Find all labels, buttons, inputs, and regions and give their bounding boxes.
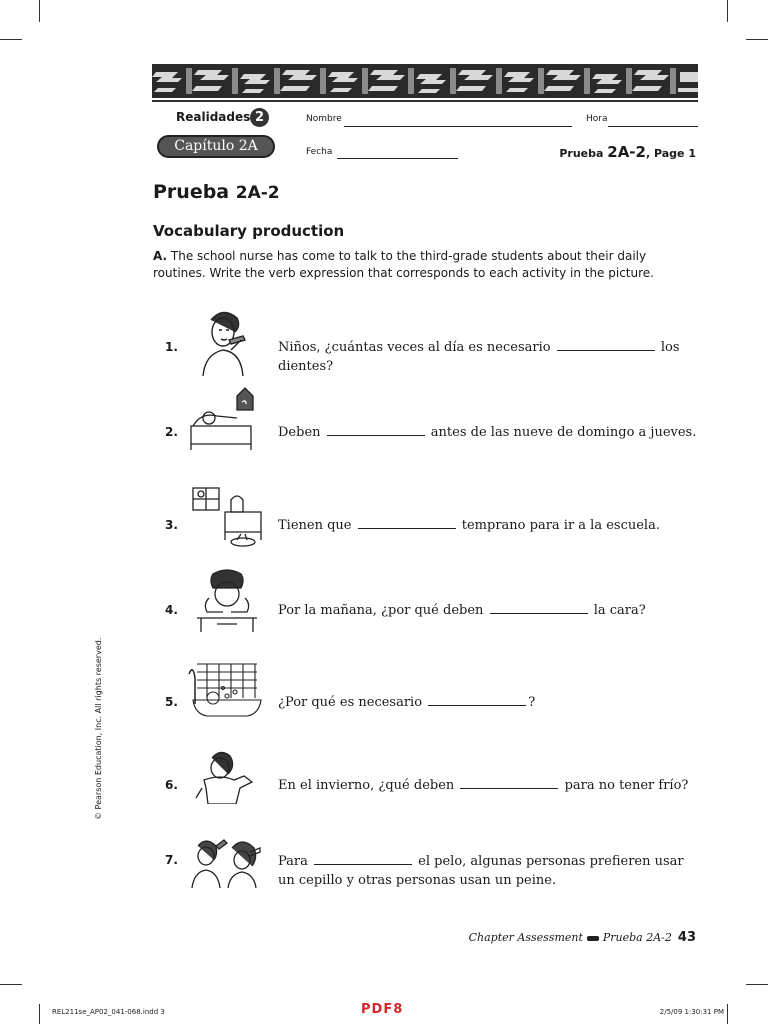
name-field[interactable] [344, 126, 572, 127]
question-before: Por la mañana, ¿por qué deben [278, 603, 484, 618]
chapter-label: Capítulo 2A [157, 135, 275, 158]
question-before: ¿Por qué es necesario [278, 695, 423, 710]
prueba-code: 2A-2 [607, 143, 646, 161]
answer-blank[interactable] [314, 852, 412, 865]
crop-mark [727, 1004, 728, 1024]
answer-blank[interactable] [428, 693, 526, 706]
prueba-page: , Page 1 [645, 147, 696, 160]
question-before: Tienen que [278, 518, 352, 533]
question-after: temprano para ir a la escuela. [461, 518, 660, 533]
crop-mark [0, 39, 22, 40]
footer-left: Chapter Assessment [468, 931, 583, 944]
question-before: Para [278, 854, 308, 869]
crop-mark [0, 984, 22, 985]
crop-mark [39, 1004, 40, 1024]
answer-blank[interactable] [460, 776, 558, 789]
answer-blank[interactable] [358, 516, 456, 529]
washing-face-picture [187, 568, 267, 638]
page-number: 43 [677, 930, 696, 945]
page-footer [469, 930, 696, 945]
crop-mark [746, 39, 768, 40]
question-number: 1. [165, 340, 178, 354]
book-level-badge: 2 [250, 108, 269, 127]
question-text [278, 852, 698, 890]
section-heading: Vocabulary production [153, 222, 345, 240]
question-after: los dientes? [278, 340, 680, 374]
slug-filename: REL211se_AP02_041-068.indd 3 [52, 1008, 165, 1016]
hour-label: Hora [586, 114, 608, 124]
bathing-picture [187, 660, 267, 728]
brushing-hair-picture [188, 836, 264, 892]
question-text [278, 601, 698, 620]
getting-dressed-picture [192, 748, 262, 808]
slug-date: 2/5/09 1:30:31 PM [659, 1008, 724, 1016]
question-after: para no tener frío? [564, 778, 689, 793]
going-to-bed-picture [187, 386, 263, 456]
book-title: Realidades [176, 110, 251, 124]
page-title [153, 181, 280, 203]
question-before: Deben [278, 425, 321, 440]
copyright-notice: © Pearson Education, Inc. All rights reserved. [94, 637, 103, 820]
title-code: 2A-2 [235, 183, 280, 203]
question-after: ? [528, 695, 536, 710]
question-number: 4. [165, 603, 178, 617]
crop-mark [727, 0, 728, 22]
answer-blank[interactable] [557, 338, 655, 351]
question-text [278, 693, 698, 712]
question-text [278, 338, 698, 376]
hour-field[interactable] [608, 126, 698, 127]
instructions-label: A. [153, 249, 168, 263]
decorative-banner [152, 64, 698, 98]
question-before: En el invierno, ¿qué deben [278, 778, 455, 793]
question-text [278, 776, 698, 795]
question-before: Niños, ¿cuántas veces al día es necesario [278, 340, 551, 355]
waking-up-picture [187, 484, 267, 554]
title-prefix: Prueba [153, 181, 236, 203]
question-number: 5. [165, 695, 178, 709]
question-text [278, 516, 698, 535]
question-number: 2. [165, 425, 178, 439]
answer-blank[interactable] [327, 423, 425, 436]
instructions [153, 248, 693, 282]
name-label: Nombre [306, 114, 342, 124]
prueba-prefix: Prueba [559, 147, 608, 160]
brushing-teeth-picture [187, 306, 259, 380]
crop-mark [39, 0, 40, 22]
pdf-watermark: PDF8 [361, 1002, 404, 1017]
question-after: el pelo, algunas personas prefieren usar un cepillo y otras personas usan un peine. [278, 854, 684, 888]
question-text [278, 423, 698, 442]
answer-blank[interactable] [490, 601, 588, 614]
footer-separator [587, 936, 599, 941]
instructions-text: The school nurse has come to talk to the third-grade students about their daily routines. Write the verb expression that corresponds to each activity in the picture. [153, 249, 654, 280]
prueba-page-tag [559, 143, 696, 161]
question-number: 6. [165, 778, 178, 792]
footer-right: Prueba 2A-2 [602, 931, 672, 944]
date-label: Fecha [306, 147, 333, 157]
crop-mark [746, 984, 768, 985]
header-rule [152, 100, 698, 102]
date-field[interactable] [337, 158, 458, 159]
question-number: 3. [165, 518, 178, 532]
question-after: antes de las nueve de domingo a jueves. [430, 425, 697, 440]
question-number: 7. [165, 853, 178, 867]
question-after: la cara? [593, 603, 646, 618]
